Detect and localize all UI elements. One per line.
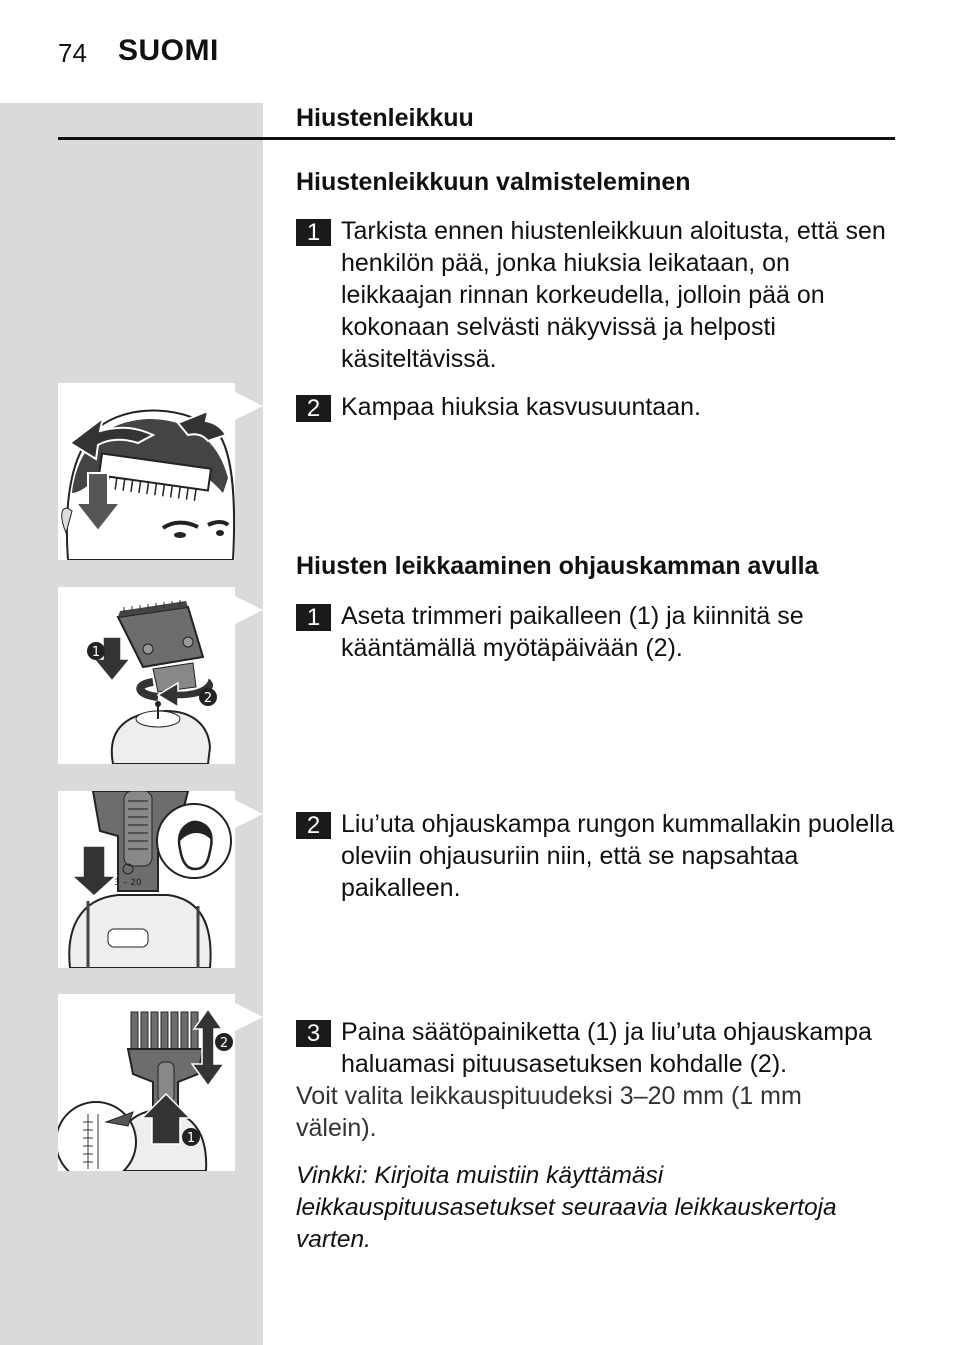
step-text: Kampaa hiuksia kasvusuuntaan. (341, 393, 701, 421)
comb-length-label: 3 – 20 (114, 878, 142, 888)
illustration-pointer (235, 1003, 263, 1031)
callout-2: 2 (203, 691, 213, 706)
illustration-pointer (235, 800, 263, 828)
step-text: Aseta trimmeri paikalleen (1) ja kiinnitä se kääntämällä myötäpäivään (2). (341, 602, 804, 662)
step-number: 2 (296, 812, 331, 839)
head-comb-illustration (58, 383, 235, 560)
step-text: Tarkista ennen hiustenleikkuun aloitusta, että sen henkilön pää, jonka hiuksia leikataan, on leikkaajan rinnan korkeudella, jolloin pää on kokonaan selvästi näkyvissä ja helposti käsiteltävissä. (341, 217, 886, 373)
prep-heading: Hiustenleikkuun valmisteleminen (296, 168, 691, 196)
step-number: 2 (296, 395, 331, 422)
language-title: SUOMI (118, 34, 219, 67)
comb-slide-illustration (58, 791, 235, 968)
length-note: Voit valita leikkauspituudeksi 3–20 mm (1 mm välein). (296, 1082, 802, 1142)
section-divider (58, 137, 895, 140)
step-number: 1 (296, 219, 331, 246)
trimmer-attach-illustration (58, 587, 235, 764)
callout-2: 2 (219, 1036, 229, 1051)
page-number: 74 (58, 38, 87, 68)
section-title: Hiustenleikkuu (296, 104, 474, 132)
step-text: Liu’uta ohjauskampa rungon kummallakin puolella oleviin ohjausuriin niin, että se napsahtaa paikalleen. (341, 810, 895, 902)
tip-text: Vinkki: Kirjoita muistiin käyttämäsi leikkauspituusasetukset seuraavia leikkauskertoja varten. (296, 1162, 837, 1253)
illustration-pointer (235, 392, 263, 420)
callout-1: 1 (186, 1131, 196, 1146)
step-number: 1 (296, 604, 331, 631)
callout-1: 1 (91, 645, 101, 660)
guide-heading: Hiusten leikkaaminen ohjauskamman avulla (296, 552, 819, 580)
length-adjust-illustration (58, 994, 235, 1171)
step-number: 3 (296, 1020, 331, 1047)
step-text: Paina säätöpainiketta (1) ja liu’uta ohjauskampa haluamasi pituusasetuksen kohdalle (2). (341, 1018, 872, 1078)
illustration-pointer (235, 596, 263, 624)
